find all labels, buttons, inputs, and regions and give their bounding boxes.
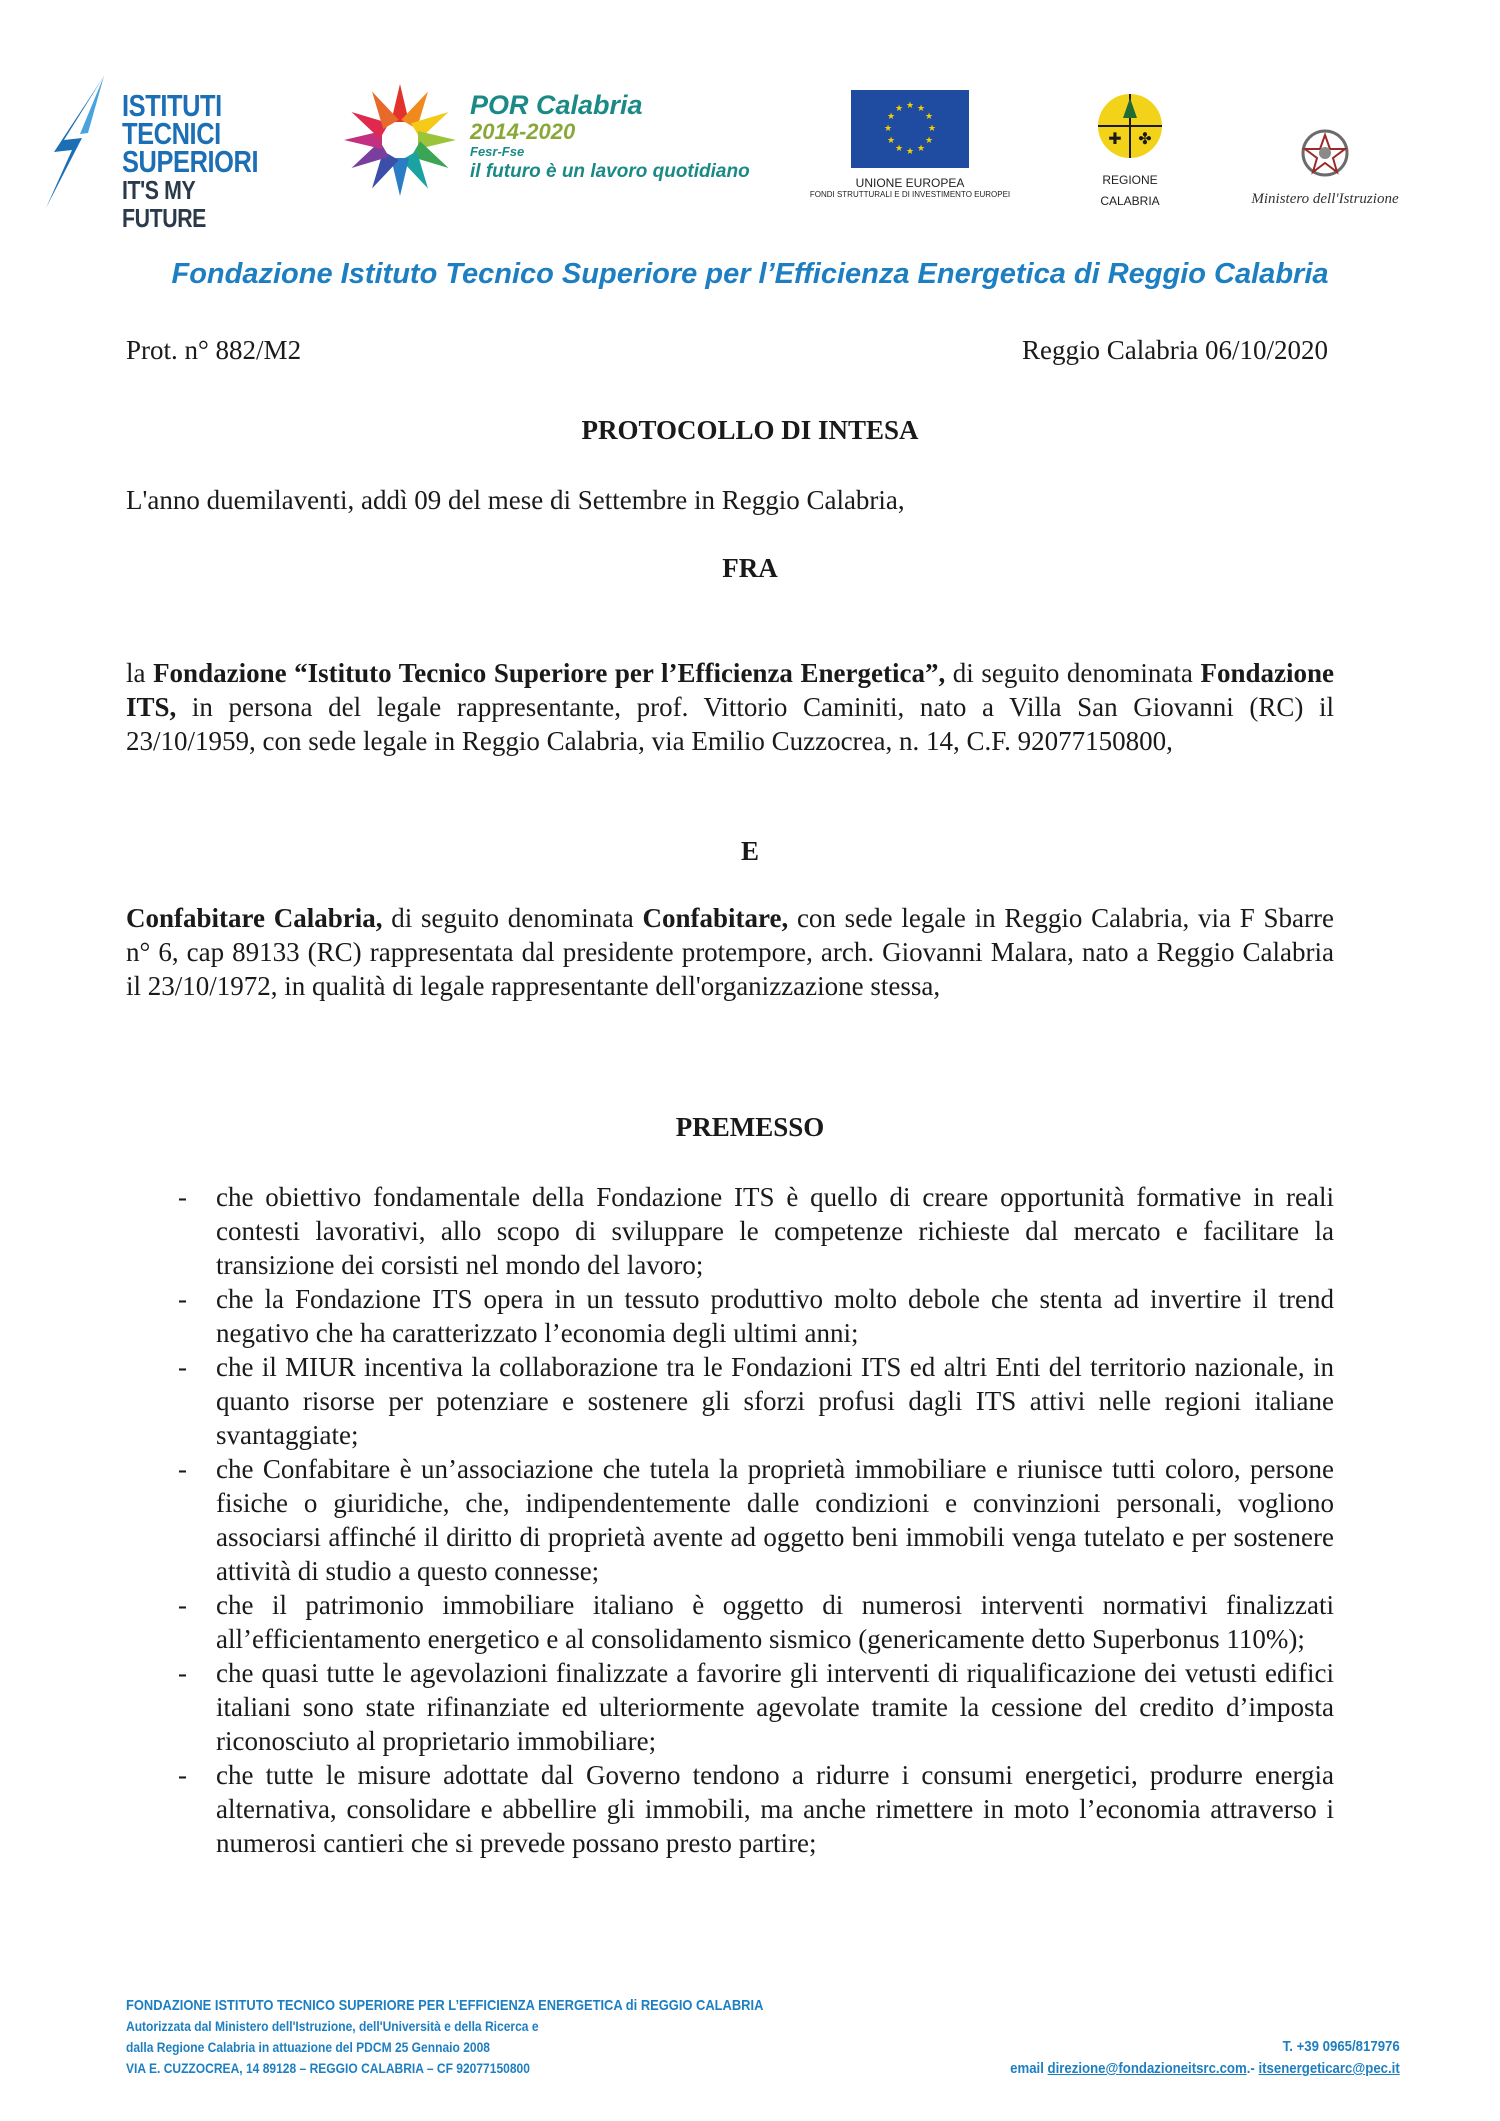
place-date: Reggio Calabria 06/10/2020 (1022, 335, 1328, 365)
list-item (126, 1180, 1334, 1282)
eu-logo-label: UNIONE EUROPEA (855, 176, 965, 190)
por-logo-years: 2014-2020 (470, 119, 576, 144)
party-two-details: con sede legale in Reggio Calabria, via F Sbarre n° 6, cap 89133 (RC) rappresentata dal presidente protempore, arch. Giovanni Malara, nato a Reggio Calabria il 23/10/1972, in qualità di legale rappresentante dell'organizzazione stessa, (126, 903, 1335, 1001)
party-two-name: Confabitare Calabria, (126, 903, 383, 933)
foundation-heading: Fondazione Istituto Tecnico Superiore per l’Efficienza Energetica di Reggio Calabria (171, 258, 1329, 290)
svg-text:★: ★ (927, 124, 937, 134)
eu-logo (790, 90, 1030, 210)
footer-email-link-direzione[interactable]: direzione@fondazioneitsrc.com (1047, 2060, 1247, 2077)
list-dash: - (178, 1590, 187, 1620)
list-item (126, 1656, 1334, 1758)
por-logo-title: POR Calabria (470, 90, 643, 120)
svg-text:★: ★ (886, 136, 896, 146)
its-logo-tagline: IT'S MY FUTURE (122, 175, 206, 233)
list-dash: - (178, 1182, 187, 1212)
list-item (126, 1758, 1334, 1860)
list-item-text: che il patrimonio immobiliare italiano è oggetto di numerosi interventi normativi finalizzati all’efficientamento energetico e al consolidamento sismico (genericamente detto Superbonus 110%); (216, 1590, 1334, 1654)
party-one-details: in persona del legale rappresentante, prof. Vittorio Caminiti, nato a Villa San Giovanni (RC) il 23/10/1959, con sede legale in Reggio Calabria, via Emilio Cuzzocrea, n. 14, C.F. 92077150800, (126, 692, 1334, 756)
footer-line-3: dalla Regione Calabria in attuazione del PDCM 25 Gennaio 2008 (126, 2039, 490, 2055)
flower-star-icon (340, 80, 460, 200)
svg-text:★: ★ (894, 144, 904, 154)
list-dash: - (178, 1658, 187, 1688)
list-item-text: che Confabitare è un’associazione che tutela la proprietà immobiliare e riunisce tutti coloro, persone fisiche o giuridiche, che, indipendentemente dalle condizioni e convinzioni personali, vogliono associarsi affinché il diritto di proprietà avente ad oggetto beni immobili venga tutelato e per sostenere attività di studio a questo connesse; (216, 1454, 1334, 1586)
footer-email-link-pec[interactable]: itsenergeticarc@pec.it (1258, 2060, 1400, 2077)
svg-text:★: ★ (886, 112, 896, 122)
its-logo-line-1: ISTITUTI (122, 88, 222, 123)
svg-text:✚: ✚ (1108, 129, 1122, 148)
list-item-text: che il MIUR incentiva la collaborazione tra le Fondazioni ITS ed altri Enti del territorio nazionale, in quanto risorse per potenziare e sostenere gli sforzi profusi dagli ITS attivi nelle regioni italiane svantaggiate; (216, 1352, 1334, 1450)
svg-text:★: ★ (924, 112, 934, 122)
its-logo-text (122, 88, 259, 233)
e-heading: E (740, 836, 759, 866)
list-item (126, 1350, 1334, 1452)
list-item-text: che la Fondazione ITS opera in un tessuto produttivo molto debole che stenta ad invertire il trend negativo che ha caratterizzato l’economia degli ultimi anni; (216, 1284, 1334, 1348)
list-item (126, 1452, 1334, 1588)
fra-heading: FRA (722, 553, 778, 583)
por-logo-fund: Fesr-Fse (470, 144, 525, 159)
ministry-logo (1225, 125, 1425, 225)
its-logo-line-2: TECNICI (122, 116, 221, 151)
document-title: PROTOCOLLO DI INTESA (581, 415, 919, 445)
footer-line-4: VIA E. CUZZOCREA, 14 89128 – REGGIO CALABRIA – CF 92077150800 (126, 2060, 530, 2076)
footer-email-line (1010, 2058, 1400, 2080)
party-one-name: Fondazione “Istituto Tecnico Superiore per l’Efficienza Energetica”, (153, 658, 946, 688)
list-item (126, 1588, 1334, 1656)
region-logo-line-1: REGIONE (1102, 173, 1158, 187)
list-item (126, 1282, 1334, 1350)
por-logo-text (470, 90, 750, 184)
premesso-list (126, 1180, 1334, 1860)
region-crest-icon (1095, 88, 1165, 168)
svg-text:★: ★ (894, 104, 904, 114)
eu-logo-sublabel: FONDI STRUTTURALI E DI INVESTIMENTO EUROPEI (809, 190, 1011, 199)
list-dash: - (178, 1352, 187, 1382)
por-calabria-logo (340, 80, 780, 200)
premesso-heading: PREMESSO (675, 1112, 825, 1142)
list-item-text: che tutte le misure adottate dal Governo tendono a ridurre i consumi energetici, produrre energia alternativa, consolidare e abbellire gli immobili, ma anche rimettere in moto l’economia attraverso i numerosi cantieri che si prevede possano presto partire; (216, 1760, 1334, 1858)
por-logo-motto: il futuro è un lavoro quotidiano (470, 161, 750, 182)
party-one-short-name: Fondazione ITS, (126, 658, 1334, 722)
footer-phone: T. +39 0965/817976 (1282, 2038, 1400, 2055)
party-one-mid: di seguito denominata (945, 658, 1201, 688)
footer-address-block (126, 1995, 763, 2079)
party-one-paragraph (126, 656, 1334, 758)
footer-contacts (1010, 2036, 1400, 2080)
its-logo-line-3: SUPERIORI (122, 144, 259, 179)
footer-email-separator: .- (1246, 2060, 1259, 2077)
list-dash: - (178, 1284, 187, 1314)
svg-text:★: ★ (905, 147, 915, 157)
party-two-mid: di seguito denominata (382, 903, 643, 933)
svg-text:★: ★ (916, 104, 926, 114)
svg-text:★: ★ (883, 124, 893, 134)
party-one-prefix: la (126, 658, 154, 688)
footer-email-prefix: email (1010, 2060, 1048, 2077)
regione-calabria-logo (1080, 88, 1180, 218)
footer-line-1: FONDAZIONE ISTITUTO TECNICO SUPERIORE PER L’EFFICIENZA ENERGETICA di REGGIO CALABRIA (126, 1997, 764, 2014)
party-two-paragraph (126, 901, 1334, 1003)
party-two-short-name: Confabitare, (642, 903, 789, 933)
lightning-bolt-icon (42, 72, 112, 212)
list-item-text: che obiettivo fondamentale della Fondazione ITS è quello di creare opportunità formative in reali contesti lavorativi, allo scopo di sviluppare le competenze richieste dal mercato e facilitare la transizione dei corsisti nel mondo del lavoro; (216, 1182, 1334, 1280)
svg-text:✤: ✤ (1138, 129, 1152, 148)
ministry-logo-label: Ministero dell'Istruzione (1251, 191, 1399, 207)
protocol-number: Prot. n° 882/M2 (126, 335, 302, 365)
list-dash: - (178, 1760, 187, 1790)
its-logo (42, 72, 262, 233)
italian-emblem-icon (1297, 125, 1353, 181)
region-logo-line-2: CALABRIA (1100, 194, 1160, 208)
list-item-text: che quasi tutte le agevolazioni finalizzate a favorire gli interventi di riqualificazione dei vetusti edifici italiani sono state rifinanziate ed ulteriormente agevolate tramite la cessione del credito d’imposta riconosciuto al proprietario immobiliare; (216, 1658, 1334, 1756)
svg-text:★: ★ (905, 101, 915, 111)
svg-text:★: ★ (916, 144, 926, 154)
intro-paragraph: L'anno duemilaventi, addì 09 del mese di Settembre in Reggio Calabria, (126, 485, 905, 515)
svg-text:★: ★ (924, 136, 934, 146)
eu-flag-icon (851, 90, 969, 168)
footer-line-2: Autorizzata dal Ministero dell'Istruzione, dell'Università e della Ricerca e (126, 2018, 539, 2034)
list-dash: - (178, 1454, 187, 1484)
